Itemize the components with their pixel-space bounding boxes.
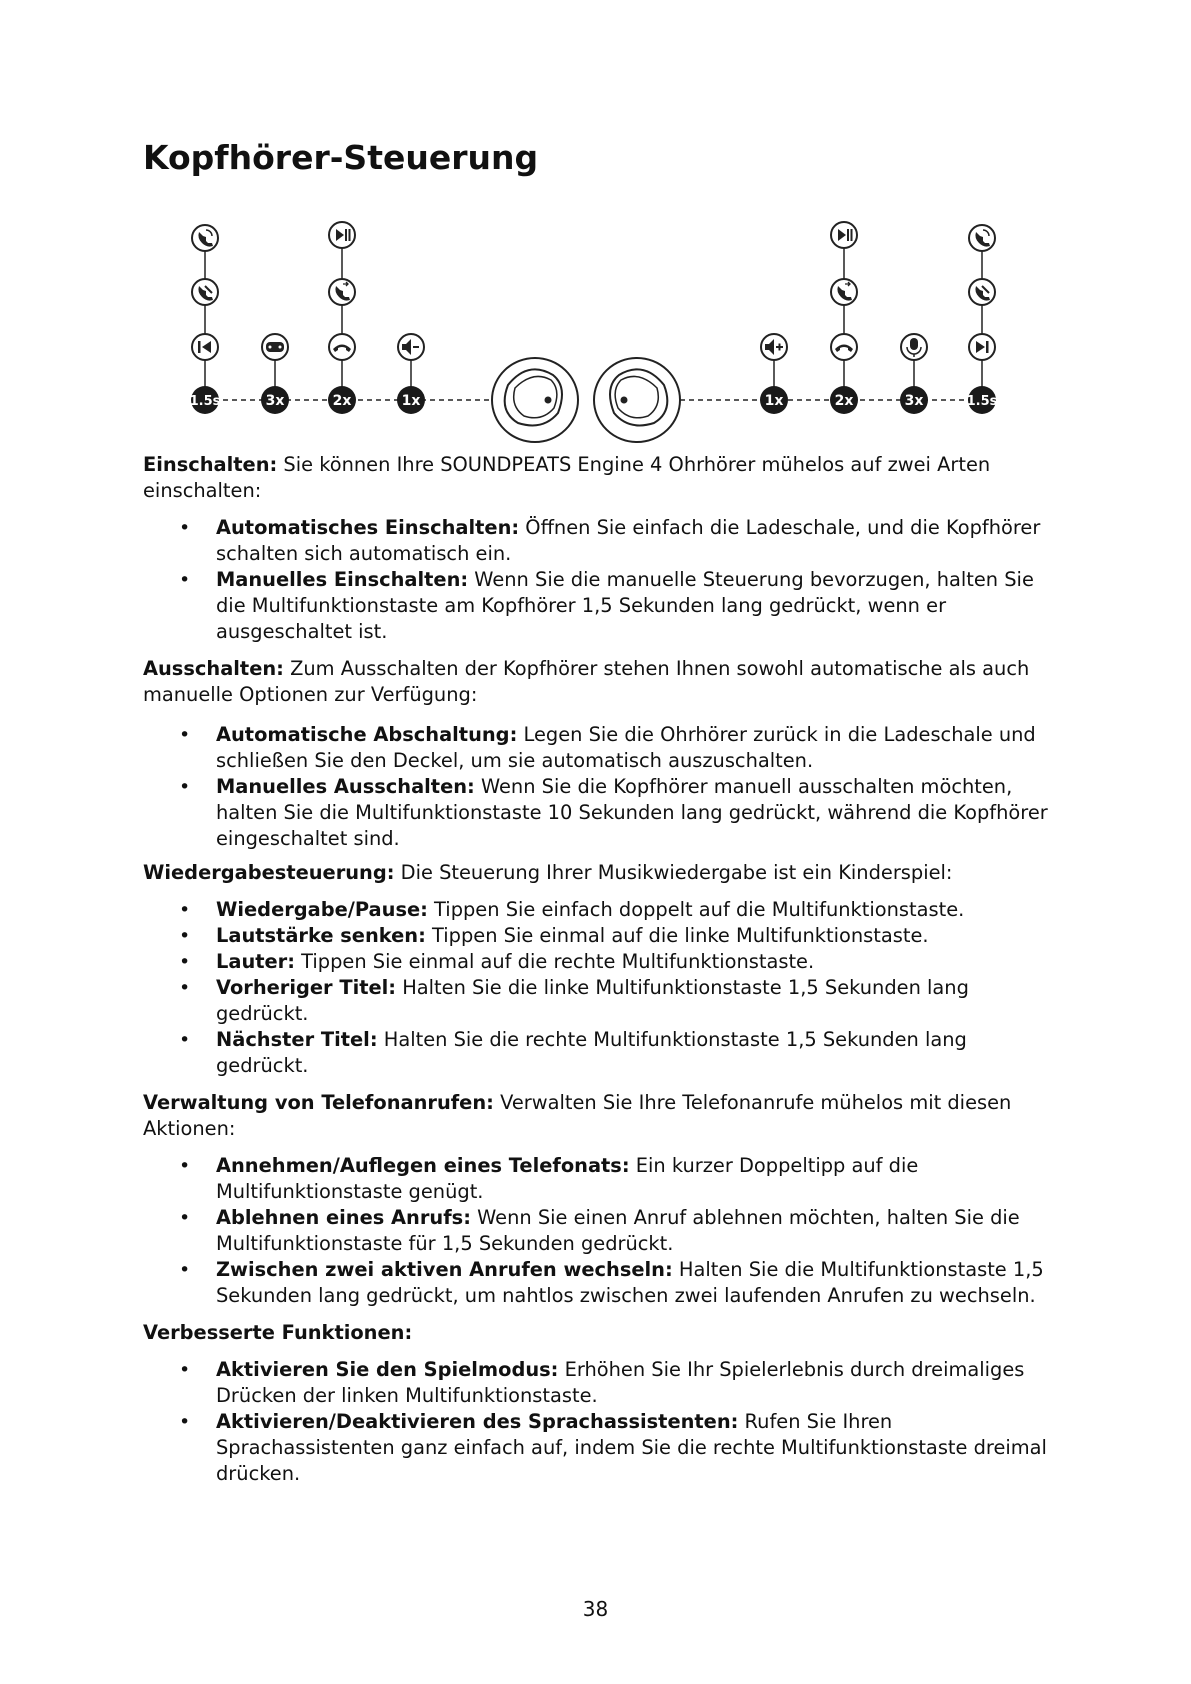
item-label: Manuelles Ausschalten: bbox=[216, 775, 475, 798]
section-intro bbox=[143, 452, 1063, 504]
right-earbud-illustration bbox=[594, 358, 680, 442]
list-item bbox=[143, 774, 1063, 852]
section-text: Zum Ausschalten der Kopfhörer stehen Ihnen sowohl automatische als auch manuelle Optionen zur Verfügung: bbox=[143, 657, 1030, 706]
section-heading: Verwaltung von Telefonanrufen: bbox=[143, 1091, 494, 1114]
item-label: Ablehnen eines Anrufs: bbox=[216, 1206, 471, 1229]
item-text: Tippen Sie einfach doppelt auf die Multifunktionstaste. bbox=[427, 898, 965, 921]
item-label: Aktivieren Sie den Spielmodus: bbox=[216, 1358, 559, 1381]
press-badge bbox=[397, 386, 425, 414]
section-telefonanrufe bbox=[143, 1090, 1063, 1309]
svg-text:1.5s: 1.5s bbox=[189, 394, 221, 409]
item-label: Aktivieren/Deaktivieren des Sprachassistenten: bbox=[216, 1410, 739, 1433]
list-item bbox=[143, 1257, 1063, 1309]
list-item bbox=[143, 975, 1063, 1027]
call-switch-icon bbox=[329, 279, 355, 305]
svg-text:3x: 3x bbox=[904, 393, 924, 409]
item-label: Automatische Abschaltung: bbox=[216, 723, 518, 746]
controls-diagram bbox=[0, 210, 1191, 450]
play-pause-icon bbox=[329, 222, 355, 248]
item-label: Automatisches Einschalten: bbox=[216, 516, 520, 539]
item-text: Wenn Sie die Kopfhörer manuell ausschalten möchten, halten Sie die Multifunktionstaste 10 Sekunden lang gedrückt, während die Kopfhörer eingeschaltet sind. bbox=[216, 775, 1048, 850]
item-label: Lauter: bbox=[216, 950, 295, 973]
hang-up-icon bbox=[831, 334, 857, 360]
list-item bbox=[143, 949, 1063, 975]
item-text: Halten Sie die rechte Multifunktionstaste 1,5 Sekunden lang gedrückt. bbox=[216, 1028, 967, 1077]
list-item bbox=[143, 897, 1063, 923]
item-label: Wiedergabe/Pause: bbox=[216, 898, 428, 921]
svg-text:2x: 2x bbox=[332, 393, 352, 409]
press-badge bbox=[967, 386, 998, 414]
previous-track-icon bbox=[192, 334, 218, 360]
call-reject-icon bbox=[969, 279, 995, 305]
svg-text:1.5s: 1.5s bbox=[966, 394, 998, 409]
bullet-list bbox=[143, 515, 1063, 645]
left-earbud-illustration bbox=[492, 358, 578, 442]
list-item bbox=[143, 923, 1063, 949]
item-text: Ein kurzer Doppeltipp auf die Multifunktionstaste genügt. bbox=[216, 1154, 919, 1203]
press-badge bbox=[830, 386, 858, 414]
bullet-list bbox=[143, 1153, 1063, 1309]
item-text: Legen Sie die Ohrhörer zurück in die Ladeschale und schließen Sie den Deckel, um sie automatisch auszuschalten. bbox=[216, 723, 1036, 772]
section-ausschalten bbox=[143, 656, 1063, 852]
item-text: Wenn Sie die manuelle Steuerung bevorzugen, halten Sie die Multifunktionstaste am Kopfhörer 1,5 Sekunden lang gedrückt, wenn er ausgeschaltet ist. bbox=[216, 568, 1034, 643]
item-text: Rufen Sie Ihren Sprachassistenten ganz einfach auf, indem Sie die rechte Multifunktionstaste dreimal drücken. bbox=[216, 1410, 1047, 1485]
section-text: Die Steuerung Ihrer Musikwiedergabe ist ein Kinderspiel: bbox=[394, 861, 953, 884]
item-label: Manuelles Einschalten: bbox=[216, 568, 469, 591]
item-label: Zwischen zwei aktiven Anrufen wechseln: bbox=[216, 1258, 673, 1281]
press-badge bbox=[760, 386, 788, 414]
section-einschalten bbox=[143, 452, 1063, 645]
bullet-list bbox=[143, 897, 1063, 1079]
item-label: Vorheriger Titel: bbox=[216, 976, 397, 999]
svg-text:3x: 3x bbox=[265, 393, 285, 409]
section-text: Verwalten Sie Ihre Telefonanrufe mühelos mit diesen Aktionen: bbox=[143, 1091, 1012, 1140]
section-intro bbox=[143, 860, 1063, 886]
item-label: Nächster Titel: bbox=[216, 1028, 378, 1051]
gamepad-icon bbox=[262, 334, 288, 360]
hang-up-icon bbox=[329, 334, 355, 360]
item-text: Wenn Sie einen Anruf ablehnen möchten, halten Sie die Multifunktionstaste für 1,5 Sekunden gedrückt. bbox=[216, 1206, 1020, 1255]
item-text: Tippen Sie einmal auf die linke Multifunktionstaste. bbox=[425, 924, 929, 947]
section-verbesserte-funktionen bbox=[143, 1320, 1063, 1487]
press-badge bbox=[328, 386, 356, 414]
svg-text:2x: 2x bbox=[834, 393, 854, 409]
list-item bbox=[143, 515, 1063, 567]
section-intro bbox=[143, 1090, 1063, 1142]
press-badge bbox=[261, 386, 289, 414]
section-wiedergabe bbox=[143, 860, 1063, 1079]
section-text: Sie können Ihre SOUNDPEATS Engine 4 Ohrhörer mühelos auf zwei Arten einschalten: bbox=[143, 453, 991, 502]
item-text: Halten Sie die linke Multifunktionstaste 1,5 Sekunden lang gedrückt. bbox=[216, 976, 969, 1025]
section-heading: Ausschalten: bbox=[143, 657, 284, 680]
call-switch-icon bbox=[831, 279, 857, 305]
section-intro bbox=[143, 656, 1063, 708]
next-track-icon bbox=[969, 334, 995, 360]
section-heading: Wiedergabesteuerung: bbox=[143, 861, 395, 884]
list-item bbox=[143, 722, 1063, 774]
microphone-icon bbox=[901, 334, 927, 360]
item-text: Halten Sie die Multifunktionstaste 1,5 Sekunden lang gedrückt, um nahtlos zwischen zwei laufenden Anrufen zu wechseln. bbox=[216, 1258, 1044, 1307]
play-pause-icon bbox=[831, 222, 857, 248]
item-label: Annehmen/Auflegen eines Telefonats: bbox=[216, 1154, 630, 1177]
press-badge bbox=[190, 386, 221, 414]
svg-text:1x: 1x bbox=[401, 393, 421, 409]
list-item bbox=[143, 1409, 1063, 1487]
item-label: Lautstärke senken: bbox=[216, 924, 426, 947]
bullet-list bbox=[143, 722, 1063, 852]
item-text: Öffnen Sie einfach die Ladeschale, und die Kopfhörer schalten sich automatisch ein. bbox=[216, 516, 1041, 565]
item-text: Tippen Sie einmal auf die rechte Multifunktionstaste. bbox=[294, 950, 815, 973]
list-item bbox=[143, 1153, 1063, 1205]
bullet-list bbox=[143, 1357, 1063, 1487]
volume-down-icon bbox=[398, 334, 424, 360]
item-text: Erhöhen Sie Ihr Spielerlebnis durch dreimaliges Drücken der linken Multifunktionstaste. bbox=[216, 1358, 1025, 1407]
main-content bbox=[143, 452, 1063, 1498]
section-heading: Verbesserte Funktionen: bbox=[143, 1321, 413, 1344]
list-item bbox=[143, 567, 1063, 645]
section-heading: Einschalten: bbox=[143, 453, 278, 476]
svg-text:1x: 1x bbox=[764, 393, 784, 409]
page-title: Kopfhörer-Steuerung bbox=[143, 138, 539, 177]
list-item bbox=[143, 1027, 1063, 1079]
list-item bbox=[143, 1205, 1063, 1257]
volume-up-icon bbox=[761, 334, 787, 360]
press-badge bbox=[900, 386, 928, 414]
call-reject-icon bbox=[192, 279, 218, 305]
call-answer-icon bbox=[969, 225, 995, 251]
call-answer-icon bbox=[192, 225, 218, 251]
list-item bbox=[143, 1357, 1063, 1409]
page-number: 38 bbox=[582, 1597, 609, 1621]
section-intro bbox=[143, 1320, 1063, 1346]
